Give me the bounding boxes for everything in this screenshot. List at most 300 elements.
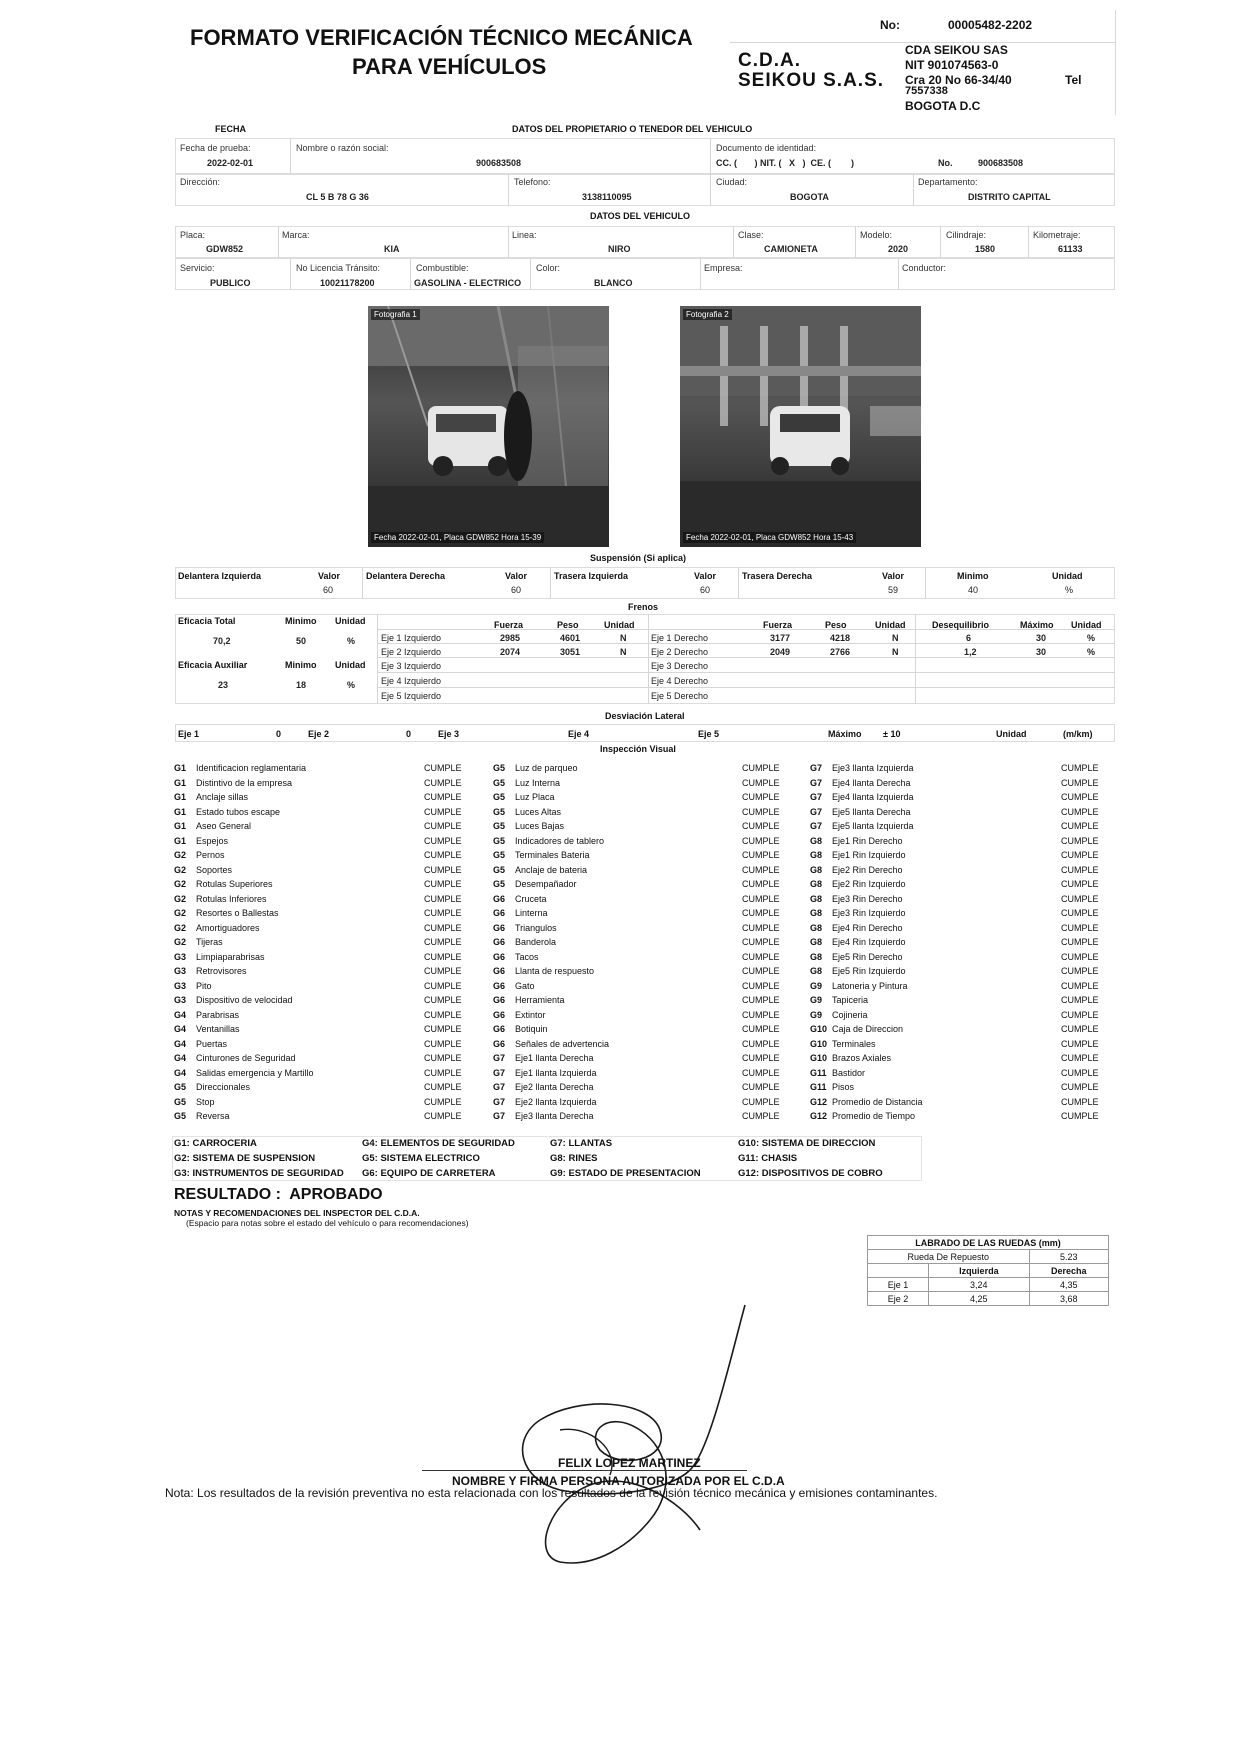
- inspeccion-result: CUMPLE: [1061, 922, 1099, 933]
- inspeccion-item: [810, 906, 1110, 921]
- labrado-blank-cell: [868, 1264, 929, 1278]
- labrado-table: [867, 1235, 1109, 1306]
- inspeccion-item: [810, 979, 1110, 994]
- inspeccion-item-label: Identificacion reglamentaria: [196, 763, 307, 774]
- inspeccion-group-code: G8: [810, 966, 823, 977]
- inspeccion-item: [174, 1051, 474, 1066]
- inspeccion-result: CUMPLE: [742, 763, 780, 774]
- inspeccion-result: CUMPLE: [424, 1009, 462, 1020]
- photo-2-caption: Fecha 2022-02-01, Placa GDW852 Hora 15-43: [683, 532, 856, 543]
- tras-der-label: Trasera Derecha: [742, 571, 813, 581]
- inspeccion-group-code: G6: [493, 893, 506, 904]
- inspeccion-item-label: Puertas: [196, 1038, 228, 1049]
- tras-izq-value: 60: [700, 585, 711, 595]
- row1-unidad: %: [1087, 633, 1096, 643]
- legend-g12: G12: DISPOSITIVOS DE COBRO: [738, 1168, 883, 1179]
- photo-2-scene: [680, 306, 921, 547]
- inspeccion-item: [174, 1066, 474, 1081]
- inspeccion-item-label: Bastidor: [832, 1067, 866, 1078]
- inspeccion-result: CUMPLE: [424, 922, 462, 933]
- legend-g1: G1: CARROCERIA: [174, 1138, 257, 1149]
- inspeccion-item-label: Eje3 llanta Izquierda: [832, 763, 914, 774]
- inspeccion-group-code: G5: [493, 777, 506, 788]
- desv-eje3-label: Eje 3: [438, 729, 460, 739]
- marca-value: KIA: [384, 244, 400, 254]
- inspeccion-result: CUMPLE: [1061, 995, 1099, 1006]
- inspeccion-item: [174, 964, 474, 979]
- kilometraje-value: 61133: [1058, 244, 1083, 254]
- company-name: CDA SEIKOU SAS: [905, 43, 1008, 57]
- signer-name: FELIX LOPEZ MARTINEZ: [558, 1456, 701, 1470]
- inspeccion-result: CUMPLE: [742, 908, 780, 919]
- inspeccion-item-label: Linterna: [515, 908, 548, 919]
- inspeccion-group-code: G6: [493, 1009, 506, 1020]
- del-der-valor-label: Valor: [505, 571, 528, 581]
- notas-title: NOTAS Y RECOMENDACIONES DEL INSPECTOR DEL C.D.A.: [174, 1208, 420, 1218]
- row1-fuerza-l: 2985: [500, 633, 521, 643]
- inspeccion-item-label: Distintivo de la empresa: [196, 777, 293, 788]
- inspeccion-result: CUMPLE: [742, 835, 780, 846]
- inspeccion-group-code: G8: [810, 937, 823, 948]
- axle-left-2: Eje 2 Izquierdo: [381, 647, 442, 657]
- modelo-value: 2020: [888, 244, 909, 254]
- inspeccion-item: [493, 1022, 793, 1037]
- peso-left-label: Peso: [557, 620, 579, 630]
- inspeccion-item: [493, 892, 793, 907]
- desv-eje1-label: Eje 1: [178, 729, 200, 739]
- inspeccion-item: [810, 950, 1110, 965]
- row1-desequilibrio: 6: [966, 633, 972, 643]
- inspeccion-item-label: Parabrisas: [196, 1009, 240, 1020]
- inspeccion-item: [174, 834, 474, 849]
- modelo-label: Modelo:: [860, 230, 893, 240]
- combustible-label: Combustible:: [416, 263, 469, 273]
- labrado-der-label: Derecha: [1029, 1264, 1108, 1278]
- desviacion-title: Desviación Lateral: [605, 711, 685, 721]
- servicio-label: Servicio:: [180, 263, 215, 273]
- inspeccion-item: [174, 819, 474, 834]
- direccion-label: Dirección:: [180, 177, 221, 187]
- row1-fuerza-r: 3177: [770, 633, 791, 643]
- inspeccion-result: CUMPLE: [424, 1096, 462, 1107]
- tel-label: Tel: [1065, 73, 1082, 87]
- inspeccion-item-label: Eje3 Rin Izquierdo: [832, 908, 906, 919]
- inspeccion-item: [493, 761, 793, 776]
- inspeccion-result: CUMPLE: [742, 1009, 780, 1020]
- inspeccion-item: [174, 848, 474, 863]
- inspeccion-group-code: G8: [810, 864, 823, 875]
- inspeccion-result: CUMPLE: [424, 763, 462, 774]
- ciudad-label: Ciudad:: [716, 177, 748, 187]
- inspeccion-item: [493, 805, 793, 820]
- inspeccion-item-label: Eje1 llanta Derecha: [515, 1053, 594, 1064]
- linea-label: Linea:: [512, 230, 537, 240]
- documento-no-value: 900683508: [978, 158, 1024, 168]
- inspeccion-item-label: Rotulas Superiores: [196, 879, 273, 890]
- inspeccion-item-label: Triangulos: [515, 922, 557, 933]
- inspeccion-item: [493, 790, 793, 805]
- inspeccion-item: [810, 834, 1110, 849]
- inspeccion-result: CUMPLE: [1061, 864, 1099, 875]
- kilometraje-label: Kilometraje:: [1033, 230, 1081, 240]
- inspeccion-group-code: G7: [810, 806, 823, 817]
- inspeccion-group-code: G5: [493, 835, 506, 846]
- inspeccion-item-label: Cinturones de Seguridad: [196, 1053, 296, 1064]
- inspeccion-result: CUMPLE: [742, 922, 780, 933]
- axle-right-4: Eje 4 Derecho: [651, 676, 709, 686]
- photo-2-tag: Fotografia 2: [683, 309, 732, 320]
- inspeccion-result: CUMPLE: [742, 1111, 780, 1122]
- inspeccion-item-label: Aseo General: [196, 821, 252, 832]
- inspeccion-result: CUMPLE: [424, 792, 462, 803]
- inspeccion-result: CUMPLE: [742, 1038, 780, 1049]
- inspeccion-item-label: Luces Altas: [515, 806, 562, 817]
- inspeccion-item: [174, 761, 474, 776]
- inspeccion-item: [493, 950, 793, 965]
- inspeccion-item-label: Eje2 Rin Derecho: [832, 864, 903, 875]
- desv-eje2-label: Eje 2: [308, 729, 330, 739]
- inspeccion-result: CUMPLE: [424, 1111, 462, 1122]
- eficacia-total-minimo: 50: [296, 636, 307, 646]
- row1-peso-l: 4601: [560, 633, 581, 643]
- axle-right-5: Eje 5 Derecho: [651, 691, 709, 701]
- conductor-label: Conductor:: [902, 263, 947, 273]
- clase-value: CAMIONETA: [764, 244, 818, 254]
- inspeccion-group-code: G8: [810, 922, 823, 933]
- axle-left-3: Eje 3 Izquierdo: [381, 661, 442, 671]
- inspeccion-item-label: Latoneria y Pintura: [832, 980, 908, 991]
- direccion-value: CL 5 B 78 G 36: [306, 192, 369, 202]
- inspeccion-group-code: G9: [810, 1009, 823, 1020]
- inspeccion-item-label: Luz Placa: [515, 792, 555, 803]
- row2-fuerza-r: 2049: [770, 647, 791, 657]
- labrado-eje1-label: Eje 1: [868, 1278, 929, 1292]
- inspeccion-item-label: Eje4 Rin Derecho: [832, 922, 903, 933]
- eficacia-total-label: Eficacia Total: [178, 616, 236, 626]
- inspeccion-item-label: Luz de parqueo: [515, 763, 578, 774]
- inspeccion-result: CUMPLE: [424, 966, 462, 977]
- inspeccion-group-code: G1: [174, 763, 187, 774]
- inspeccion-group-code: G6: [493, 1038, 506, 1049]
- inspeccion-item: [493, 863, 793, 878]
- legend-g4: G4: ELEMENTOS DE SEGURIDAD: [362, 1138, 515, 1149]
- placa-value: GDW852: [206, 244, 244, 254]
- inspeccion-item: [810, 877, 1110, 892]
- inspeccion-group-code: G6: [493, 951, 506, 962]
- inspeccion-result: CUMPLE: [424, 1067, 462, 1078]
- inspeccion-group-code: G9: [810, 995, 823, 1006]
- inspeccion-group-code: G6: [493, 980, 506, 991]
- inspeccion-result: CUMPLE: [1061, 1096, 1099, 1107]
- inspeccion-result: CUMPLE: [742, 1053, 780, 1064]
- legend-g8: G8: RINES: [550, 1153, 598, 1164]
- inspeccion-item-label: Indicadores de tablero: [515, 835, 605, 846]
- labrado-title: LABRADO DE LAS RUEDAS (mm): [868, 1236, 1109, 1250]
- labrado-eje1-izq: 3,24: [929, 1278, 1029, 1292]
- inspeccion-item: [174, 921, 474, 936]
- inspeccion-item-label: Eje5 llanta Izquierda: [832, 821, 914, 832]
- tras-izq-valor-label: Valor: [694, 571, 717, 581]
- inspeccion-group-code: G3: [174, 980, 187, 991]
- inspeccion-group-code: G1: [174, 777, 187, 788]
- del-izq-valor-label: Valor: [318, 571, 341, 581]
- inspeccion-item: [174, 1080, 474, 1095]
- inspeccion-item: [174, 892, 474, 907]
- inspeccion-item: [810, 1095, 1110, 1110]
- inspeccion-item: [174, 877, 474, 892]
- inspeccion-item-label: Eje3 llanta Derecha: [515, 1111, 594, 1122]
- inspeccion-item-label: Terminales: [832, 1038, 876, 1049]
- inspeccion-item: [493, 1109, 793, 1124]
- inspeccion-group-code: G6: [493, 966, 506, 977]
- cda-logo-line2: SEIKOU S.A.S.: [738, 70, 885, 91]
- inspeccion-group-code: G7: [810, 763, 823, 774]
- inspeccion-result: CUMPLE: [742, 1096, 780, 1107]
- inspeccion-item-label: Cojineria: [832, 1009, 868, 1020]
- inspeccion-result: CUMPLE: [1061, 1038, 1099, 1049]
- row1-maximo: 30: [1036, 633, 1047, 643]
- company-phone: 7557338: [905, 85, 948, 97]
- row2-desequilibrio: 1,2: [964, 647, 977, 657]
- inspeccion-result: CUMPLE: [1061, 1009, 1099, 1020]
- clase-label: Clase:: [738, 230, 764, 240]
- peso-right-label: Peso: [825, 620, 847, 630]
- inspeccion-result: CUMPLE: [1061, 1082, 1099, 1093]
- inspeccion-result: CUMPLE: [424, 980, 462, 991]
- inspeccion-item-label: Eje4 Rin Izquierdo: [832, 937, 906, 948]
- inspeccion-item-label: Desempañador: [515, 879, 577, 890]
- signature-caption: NOMBRE Y FIRMA PERSONA AUTORIZADA POR EL C.D.A: [452, 1474, 785, 1488]
- inspeccion-item-label: Llanta de respuesto: [515, 966, 595, 977]
- inspeccion-item-label: Eje1 llanta Izquierda: [515, 1067, 597, 1078]
- row2-maximo: 30: [1036, 647, 1047, 657]
- inspeccion-group-code: G10: [810, 1053, 828, 1064]
- inspeccion-result: CUMPLE: [424, 893, 462, 904]
- vehicle-photo-2: [680, 306, 921, 547]
- inspeccion-result: CUMPLE: [1061, 980, 1099, 991]
- departamento-value: DISTRITO CAPITAL: [968, 192, 1051, 202]
- suspension-title: Suspensión (Si aplica): [590, 553, 687, 563]
- inspeccion-result: CUMPLE: [1061, 879, 1099, 890]
- inspeccion-result: CUMPLE: [742, 951, 780, 962]
- inspeccion-item: [810, 1008, 1110, 1023]
- eficacia-aux-label: Eficacia Auxiliar: [178, 660, 248, 670]
- frenos-unidad-label: Unidad: [1071, 620, 1102, 630]
- eficacia-total-minimo-label: Minimo: [285, 616, 317, 626]
- marca-label: Marca:: [282, 230, 310, 240]
- inspeccion-item-label: Promedio de Tiempo: [832, 1111, 916, 1122]
- unidad-right-label: Unidad: [875, 620, 906, 630]
- cilindraje-label: Cilindraje:: [946, 230, 987, 240]
- row2-unidad-l: N: [620, 647, 627, 657]
- inspeccion-group-code: G3: [174, 995, 187, 1006]
- inspeccion-group-code: G7: [493, 1053, 506, 1064]
- inspeccion-group-code: G2: [174, 908, 187, 919]
- inspeccion-result: CUMPLE: [1061, 835, 1099, 846]
- inspeccion-group-code: G1: [174, 806, 187, 817]
- inspeccion-result: CUMPLE: [424, 864, 462, 875]
- inspeccion-group-code: G2: [174, 864, 187, 875]
- legend-g2: G2: SISTEMA DE SUSPENSION: [174, 1153, 316, 1164]
- inspeccion-group-code: G8: [810, 850, 823, 861]
- inspeccion-group-code: G1: [174, 835, 187, 846]
- cda-logo-line1: C.D.A.: [738, 50, 801, 71]
- inspeccion-item: [493, 776, 793, 791]
- legend-g6: G6: EQUIPO DE CARRETERA: [362, 1168, 496, 1179]
- row1-unidad-r: N: [892, 633, 899, 643]
- eficacia-aux-value: 23: [218, 680, 229, 690]
- row2-fuerza-l: 2074: [500, 647, 521, 657]
- inspeccion-group-code: G6: [493, 922, 506, 933]
- inspeccion-item: [493, 877, 793, 892]
- documento-label: Documento de identidad:: [716, 143, 817, 153]
- inspeccion-result: CUMPLE: [424, 879, 462, 890]
- inspeccion-group-code: G5: [174, 1082, 187, 1093]
- suspension-unidad-value: %: [1065, 585, 1074, 595]
- placa-label: Placa:: [180, 230, 206, 240]
- inspeccion-item-label: Tacos: [515, 951, 539, 962]
- inspeccion-group-code: G2: [174, 922, 187, 933]
- inspeccion-item: [174, 1022, 474, 1037]
- inspeccion-result: CUMPLE: [1061, 1024, 1099, 1035]
- color-value: BLANCO: [594, 278, 633, 288]
- inspeccion-result: CUMPLE: [1061, 1111, 1099, 1122]
- inspeccion-result: CUMPLE: [424, 835, 462, 846]
- inspeccion-result: CUMPLE: [742, 1082, 780, 1093]
- inspeccion-result: CUMPLE: [742, 879, 780, 890]
- inspeccion-item-label: Eje2 Rin Izquierdo: [832, 879, 906, 890]
- inspeccion-result: CUMPLE: [742, 777, 780, 788]
- inspeccion-item-label: Eje5 Rin Izquierdo: [832, 966, 906, 977]
- company-address: Cra 20 No 66-34/40: [905, 73, 1012, 87]
- row1-unidad-l: N: [620, 633, 627, 643]
- inspeccion-item-label: Espejos: [196, 835, 229, 846]
- labrado-eje1-der: 4,35: [1029, 1278, 1108, 1292]
- unidad-left-label: Unidad: [604, 620, 635, 630]
- inspeccion-group-code: G7: [493, 1082, 506, 1093]
- legend-g9: G9: ESTADO DE PRESENTACION: [550, 1168, 701, 1179]
- desv-eje5-label: Eje 5: [698, 729, 720, 739]
- inspeccion-group-code: G8: [810, 908, 823, 919]
- inspeccion-item: [174, 790, 474, 805]
- inspeccion-result: CUMPLE: [1061, 1053, 1099, 1064]
- inspeccion-result: CUMPLE: [424, 995, 462, 1006]
- axle-left-5: Eje 5 Izquierdo: [381, 691, 442, 701]
- inspeccion-item: [810, 964, 1110, 979]
- row2-peso-l: 3051: [560, 647, 581, 657]
- inspeccion-group-code: G1: [174, 821, 187, 832]
- inspeccion-item: [174, 1095, 474, 1110]
- inspeccion-item-label: Tijeras: [196, 937, 223, 948]
- vehicle-photo-1: [368, 306, 609, 547]
- inspeccion-item: [810, 1066, 1110, 1081]
- inspeccion-result: CUMPLE: [742, 864, 780, 875]
- axle-right-3: Eje 3 Derecho: [651, 661, 709, 671]
- inspeccion-result: CUMPLE: [742, 850, 780, 861]
- inspeccion-group-code: G3: [174, 951, 187, 962]
- inspeccion-item: [493, 848, 793, 863]
- eficacia-total-value: 70,2: [213, 636, 231, 646]
- labrado-eje2-der: 3,68: [1029, 1292, 1108, 1306]
- inspeccion-group-code: G4: [174, 1053, 187, 1064]
- fuerza-left-label: Fuerza: [494, 620, 524, 630]
- maximo-label: Máximo: [1020, 620, 1054, 630]
- company-city: BOGOTA D.C: [905, 99, 981, 113]
- inspeccion-item-label: Eje3 Rin Derecho: [832, 893, 903, 904]
- inspeccion-item-label: Cruceta: [515, 893, 547, 904]
- inspeccion-result: CUMPLE: [1061, 792, 1099, 803]
- inspeccion-item-label: Pernos: [196, 850, 225, 861]
- inspeccion-item-label: Gato: [515, 980, 535, 991]
- suspension-unidad-label: Unidad: [1052, 571, 1083, 581]
- resultado-label: RESULTADO : APROBADO: [174, 1186, 383, 1203]
- inspeccion-group-code: G5: [493, 763, 506, 774]
- inspeccion-result: CUMPLE: [1061, 821, 1099, 832]
- inspeccion-item-label: Luz Interna: [515, 777, 561, 788]
- labrado-eje2-izq: 4,25: [929, 1292, 1029, 1306]
- inspeccion-group-code: G4: [174, 1024, 187, 1035]
- inspeccion-group-code: G1: [174, 792, 187, 803]
- eficacia-aux-minimo-label: Minimo: [285, 660, 317, 670]
- inspeccion-item-label: Stop: [196, 1096, 215, 1107]
- color-label: Color:: [536, 263, 561, 273]
- inspeccion-item: [174, 950, 474, 965]
- inspeccion-item: [493, 979, 793, 994]
- inspeccion-item: [810, 761, 1110, 776]
- documento-no-label: No.: [938, 158, 953, 168]
- vehicle-section-title: DATOS DEL VEHICULO: [590, 211, 691, 221]
- inspeccion-item-label: Resortes o Ballestas: [196, 908, 279, 919]
- inspeccion-item: [493, 935, 793, 950]
- inspeccion-group-code: G7: [810, 792, 823, 803]
- inspeccion-group-code: G12: [810, 1111, 828, 1122]
- inspeccion-item: [493, 1095, 793, 1110]
- inspeccion-item: [493, 993, 793, 1008]
- inspeccion-item: [174, 979, 474, 994]
- company-nit: NIT 901074563-0: [905, 58, 999, 72]
- fecha-header: FECHA: [215, 124, 246, 134]
- inspeccion-result: CUMPLE: [424, 850, 462, 861]
- form-number: 00005482-2202: [948, 18, 1033, 32]
- inspeccion-group-code: G6: [493, 1024, 506, 1035]
- inspeccion-group-code: G10: [810, 1038, 828, 1049]
- inspeccion-result: CUMPLE: [1061, 806, 1099, 817]
- eficacia-aux-unidad: %: [347, 680, 356, 690]
- inspeccion-group-code: G10: [810, 1024, 828, 1035]
- inspeccion-result: CUMPLE: [424, 1082, 462, 1093]
- cilindraje-value: 1580: [975, 244, 996, 254]
- inspeccion-item: [493, 1051, 793, 1066]
- inspeccion-item: [810, 819, 1110, 834]
- inspeccion-group-code: G5: [174, 1111, 187, 1122]
- inspeccion-group-code: G11: [810, 1067, 827, 1078]
- telefono-value: 3138110095: [582, 192, 632, 202]
- desv-eje4-label: Eje 4: [568, 729, 590, 739]
- labrado-izq-label: Izquierda: [929, 1264, 1029, 1278]
- row2-unidad-r: N: [892, 647, 899, 657]
- inspeccion-result: CUMPLE: [742, 937, 780, 948]
- inspeccion-result: CUMPLE: [742, 1067, 780, 1078]
- inspeccion-item: [174, 1037, 474, 1052]
- inspeccion-item: [174, 863, 474, 878]
- inspeccion-group-code: G8: [810, 893, 823, 904]
- desv-unidad-value: (m/km): [1063, 729, 1093, 739]
- inspeccion-group-code: G8: [810, 879, 823, 890]
- inspeccion-item-label: Limpiaparabrisas: [196, 951, 265, 962]
- inspeccion-group-code: G2: [174, 879, 187, 890]
- inspeccion-group-code: G3: [174, 966, 187, 977]
- departamento-label: Departamento:: [918, 177, 978, 187]
